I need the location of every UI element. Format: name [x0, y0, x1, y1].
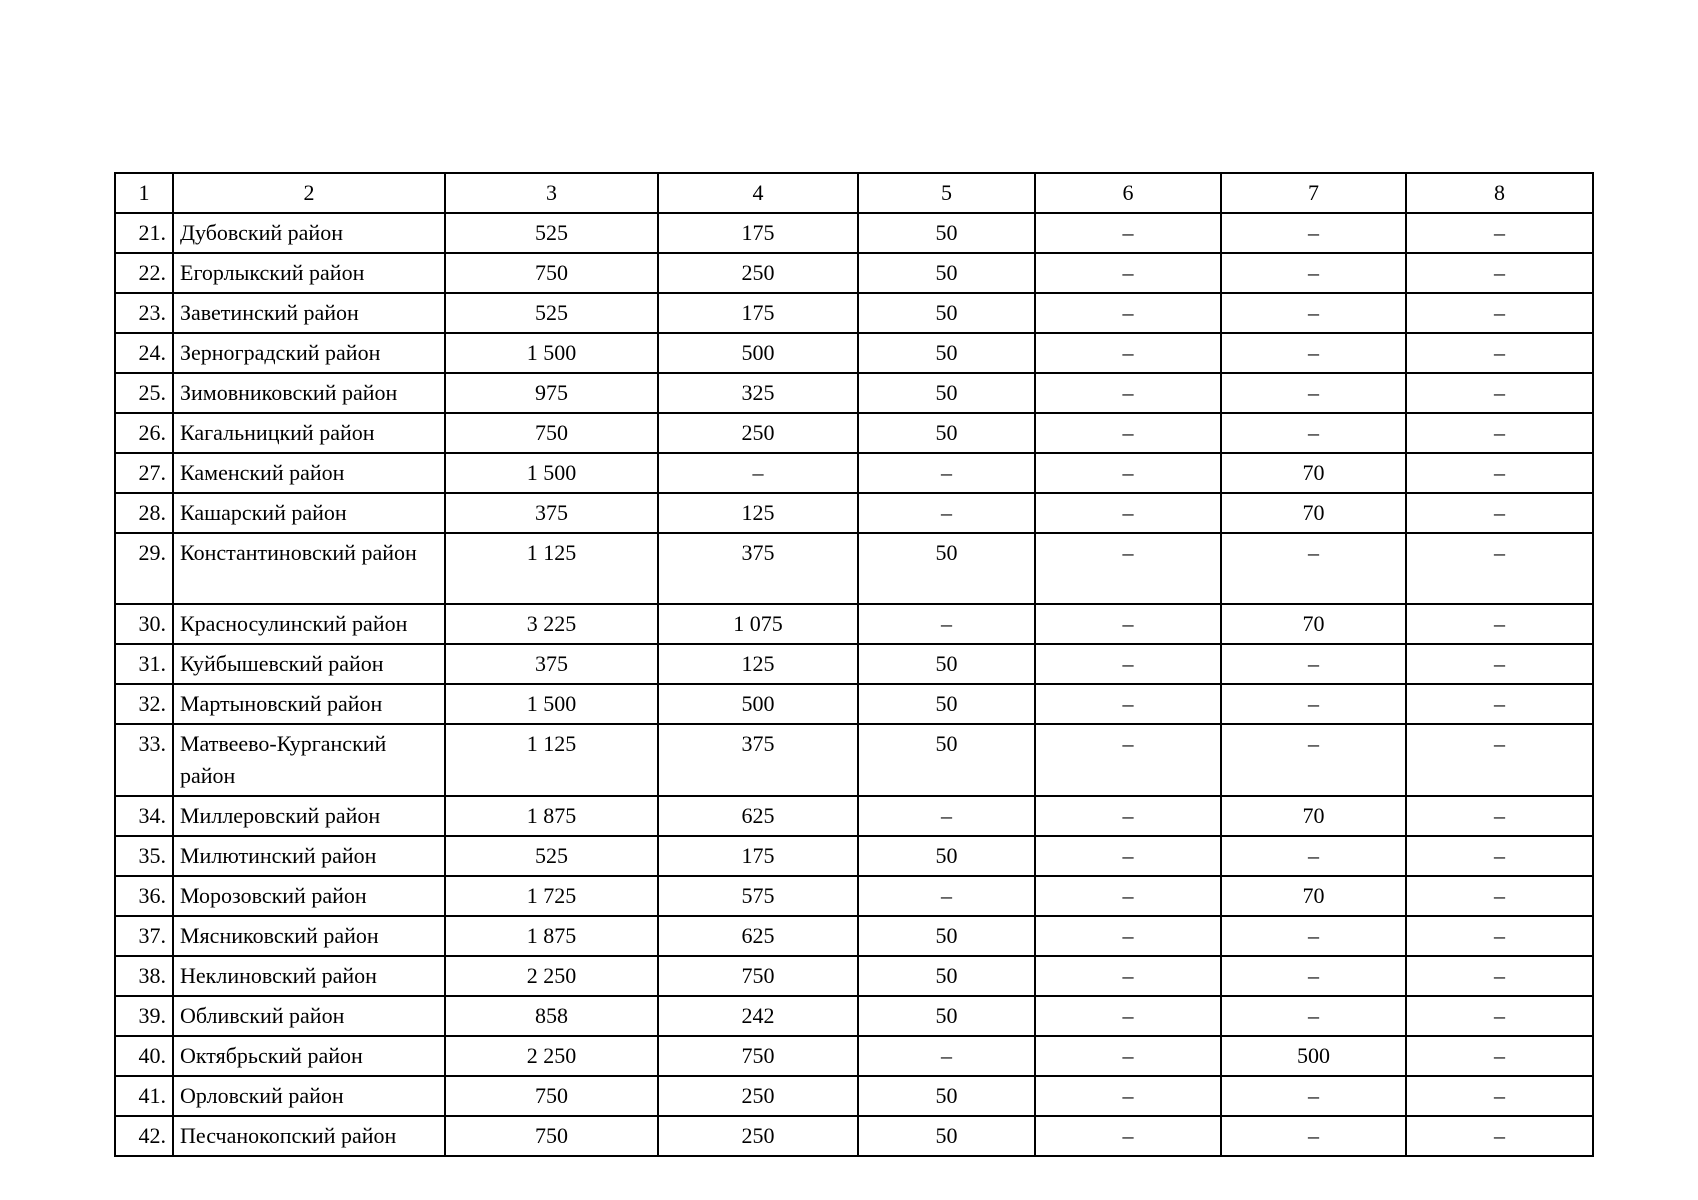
value-cell-col-6: –: [1035, 1116, 1221, 1156]
value-cell-col-5: 50: [858, 916, 1035, 956]
table-row: [115, 724, 1593, 796]
value-cell-col-8: –: [1406, 213, 1593, 253]
value-cell-col-7: –: [1221, 916, 1406, 956]
value-cell-col-6: –: [1035, 1036, 1221, 1076]
value-cell-col-8: –: [1406, 836, 1593, 876]
row-number-cell: 38.: [115, 956, 173, 996]
table-row: [115, 333, 1593, 373]
value-cell-col-3: 1 125: [445, 724, 658, 796]
value-cell-col-5: –: [858, 876, 1035, 916]
value-cell-col-8: –: [1406, 876, 1593, 916]
table-row: [115, 1076, 1593, 1116]
value-cell-col-7: –: [1221, 213, 1406, 253]
value-cell-col-4: 175: [658, 836, 858, 876]
row-number-cell: 25.: [115, 373, 173, 413]
value-cell-col-8: –: [1406, 996, 1593, 1036]
value-cell-col-3: 1 500: [445, 333, 658, 373]
value-cell-col-4: 750: [658, 1036, 858, 1076]
table-row: [115, 604, 1593, 644]
column-number: 7: [1221, 173, 1406, 213]
district-name-cell: Каменский район: [173, 453, 445, 493]
row-number-cell: 30.: [115, 604, 173, 644]
row-number-cell: 33.: [115, 724, 173, 796]
value-cell-col-4: 242: [658, 996, 858, 1036]
value-cell-col-7: –: [1221, 684, 1406, 724]
allocation-table: [114, 172, 1594, 1157]
row-number-cell: 32.: [115, 684, 173, 724]
row-number-cell: 36.: [115, 876, 173, 916]
value-cell-col-8: –: [1406, 644, 1593, 684]
value-cell-col-6: –: [1035, 413, 1221, 453]
value-cell-col-5: 50: [858, 373, 1035, 413]
table-row: [115, 293, 1593, 333]
value-cell-col-7: –: [1221, 413, 1406, 453]
column-number: 4: [658, 173, 858, 213]
value-cell-col-8: –: [1406, 796, 1593, 836]
value-cell-col-5: –: [858, 1036, 1035, 1076]
value-cell-col-5: 50: [858, 1076, 1035, 1116]
value-cell-col-6: –: [1035, 493, 1221, 533]
district-name-cell: Неклиновский район: [173, 956, 445, 996]
table-row: [115, 836, 1593, 876]
column-number: 2: [173, 173, 445, 213]
value-cell-col-3: 525: [445, 293, 658, 333]
value-cell-col-6: –: [1035, 333, 1221, 373]
value-cell-col-4: 500: [658, 333, 858, 373]
table-row: [115, 956, 1593, 996]
value-cell-col-5: 50: [858, 956, 1035, 996]
table-row: [115, 996, 1593, 1036]
district-name-cell: Обливский район: [173, 996, 445, 1036]
row-number-cell: 35.: [115, 836, 173, 876]
value-cell-col-7: –: [1221, 1076, 1406, 1116]
value-cell-col-5: 50: [858, 413, 1035, 453]
value-cell-col-6: –: [1035, 876, 1221, 916]
value-cell-col-5: 50: [858, 293, 1035, 333]
value-cell-col-5: 50: [858, 996, 1035, 1036]
row-number-cell: 39.: [115, 996, 173, 1036]
table-row: [115, 684, 1593, 724]
value-cell-col-4: 250: [658, 253, 858, 293]
value-cell-col-4: 125: [658, 493, 858, 533]
value-cell-col-5: 50: [858, 333, 1035, 373]
value-cell-col-6: –: [1035, 916, 1221, 956]
value-cell-col-6: –: [1035, 684, 1221, 724]
district-name-cell: Морозовский район: [173, 876, 445, 916]
table-row: [115, 644, 1593, 684]
value-cell-col-7: 70: [1221, 796, 1406, 836]
district-name-cell: Мартыновский район: [173, 684, 445, 724]
row-number-cell: 27.: [115, 453, 173, 493]
value-cell-col-7: –: [1221, 724, 1406, 796]
value-cell-col-7: 70: [1221, 876, 1406, 916]
column-number-row: [115, 173, 1593, 213]
value-cell-col-8: –: [1406, 493, 1593, 533]
table-row: [115, 876, 1593, 916]
table-row: [115, 373, 1593, 413]
value-cell-col-3: 750: [445, 413, 658, 453]
row-number-cell: 37.: [115, 916, 173, 956]
value-cell-col-3: 375: [445, 493, 658, 533]
value-cell-col-4: 625: [658, 916, 858, 956]
value-cell-col-7: –: [1221, 533, 1406, 604]
table-row: [115, 413, 1593, 453]
value-cell-col-8: –: [1406, 253, 1593, 293]
column-number: 3: [445, 173, 658, 213]
value-cell-col-6: –: [1035, 1076, 1221, 1116]
value-cell-col-8: –: [1406, 533, 1593, 604]
value-cell-col-4: 175: [658, 213, 858, 253]
row-number-cell: 21.: [115, 213, 173, 253]
value-cell-col-7: –: [1221, 836, 1406, 876]
value-cell-col-3: 975: [445, 373, 658, 413]
district-name-cell: Дубовский район: [173, 213, 445, 253]
value-cell-col-8: –: [1406, 956, 1593, 996]
value-cell-col-6: –: [1035, 796, 1221, 836]
value-cell-col-7: –: [1221, 333, 1406, 373]
value-cell-col-8: –: [1406, 684, 1593, 724]
district-name-cell: Орловский район: [173, 1076, 445, 1116]
district-name-cell: Октябрьский район: [173, 1036, 445, 1076]
value-cell-col-7: –: [1221, 644, 1406, 684]
value-cell-col-7: 70: [1221, 604, 1406, 644]
district-name-cell: Зимовниковский район: [173, 373, 445, 413]
table-row: [115, 796, 1593, 836]
row-number-cell: 22.: [115, 253, 173, 293]
row-number-cell: 28.: [115, 493, 173, 533]
row-number-cell: 40.: [115, 1036, 173, 1076]
table-row: [115, 916, 1593, 956]
district-name-cell: Красносулинский район: [173, 604, 445, 644]
value-cell-col-6: –: [1035, 836, 1221, 876]
value-cell-col-3: 1 500: [445, 684, 658, 724]
value-cell-col-5: 50: [858, 724, 1035, 796]
value-cell-col-3: 750: [445, 1076, 658, 1116]
value-cell-col-3: 1 875: [445, 796, 658, 836]
table-row: [115, 253, 1593, 293]
value-cell-col-4: 575: [658, 876, 858, 916]
district-name-cell: Мясниковский район: [173, 916, 445, 956]
value-cell-col-8: –: [1406, 413, 1593, 453]
value-cell-col-3: 375: [445, 644, 658, 684]
value-cell-col-5: 50: [858, 644, 1035, 684]
value-cell-col-5: –: [858, 453, 1035, 493]
value-cell-col-7: –: [1221, 253, 1406, 293]
value-cell-col-7: –: [1221, 373, 1406, 413]
row-number-cell: 23.: [115, 293, 173, 333]
value-cell-col-3: 1 875: [445, 916, 658, 956]
district-name-cell: Зерноградский район: [173, 333, 445, 373]
value-cell-col-8: –: [1406, 1076, 1593, 1116]
district-name-cell: Егорлыкский район: [173, 253, 445, 293]
value-cell-col-8: –: [1406, 373, 1593, 413]
row-number-cell: 26.: [115, 413, 173, 453]
value-cell-col-7: –: [1221, 956, 1406, 996]
column-number: 5: [858, 173, 1035, 213]
value-cell-col-4: 250: [658, 1076, 858, 1116]
value-cell-col-3: 1 125: [445, 533, 658, 604]
value-cell-col-4: –: [658, 453, 858, 493]
district-name-cell: Куйбышевский район: [173, 644, 445, 684]
value-cell-col-6: –: [1035, 996, 1221, 1036]
value-cell-col-5: 50: [858, 684, 1035, 724]
row-number-cell: 42.: [115, 1116, 173, 1156]
value-cell-col-5: –: [858, 796, 1035, 836]
value-cell-col-4: 250: [658, 1116, 858, 1156]
district-name-cell: Константиновский район: [173, 533, 445, 604]
row-number-cell: 41.: [115, 1076, 173, 1116]
value-cell-col-6: –: [1035, 213, 1221, 253]
table-row: [115, 493, 1593, 533]
column-number: 6: [1035, 173, 1221, 213]
value-cell-col-5: 50: [858, 836, 1035, 876]
value-cell-col-5: 50: [858, 1116, 1035, 1156]
value-cell-col-5: –: [858, 493, 1035, 533]
district-name-cell: Заветинский район: [173, 293, 445, 333]
value-cell-col-4: 625: [658, 796, 858, 836]
value-cell-col-4: 375: [658, 533, 858, 604]
value-cell-col-3: 525: [445, 213, 658, 253]
value-cell-col-8: –: [1406, 604, 1593, 644]
value-cell-col-6: –: [1035, 724, 1221, 796]
district-name-cell: Миллеровский район: [173, 796, 445, 836]
value-cell-col-4: 375: [658, 724, 858, 796]
value-cell-col-7: 70: [1221, 453, 1406, 493]
value-cell-col-8: –: [1406, 1116, 1593, 1156]
district-name-cell: Песчанокопский район: [173, 1116, 445, 1156]
value-cell-col-5: 50: [858, 213, 1035, 253]
value-cell-col-7: –: [1221, 996, 1406, 1036]
value-cell-col-3: 525: [445, 836, 658, 876]
value-cell-col-8: –: [1406, 1036, 1593, 1076]
value-cell-col-3: 1 725: [445, 876, 658, 916]
row-number-cell: 29.: [115, 533, 173, 604]
value-cell-col-4: 500: [658, 684, 858, 724]
row-number-cell: 34.: [115, 796, 173, 836]
value-cell-col-5: 50: [858, 253, 1035, 293]
value-cell-col-7: 70: [1221, 493, 1406, 533]
district-name-cell: Матвеево-Курганский район: [173, 724, 445, 796]
value-cell-col-6: –: [1035, 293, 1221, 333]
value-cell-col-5: 50: [858, 533, 1035, 604]
value-cell-col-3: 750: [445, 253, 658, 293]
value-cell-col-3: 750: [445, 1116, 658, 1156]
table-row: [115, 453, 1593, 493]
value-cell-col-8: –: [1406, 916, 1593, 956]
value-cell-col-3: 2 250: [445, 956, 658, 996]
value-cell-col-5: –: [858, 604, 1035, 644]
value-cell-col-3: 3 225: [445, 604, 658, 644]
value-cell-col-4: 750: [658, 956, 858, 996]
column-number: 8: [1406, 173, 1593, 213]
value-cell-col-4: 325: [658, 373, 858, 413]
value-cell-col-4: 250: [658, 413, 858, 453]
district-name-cell: Кагальницкий район: [173, 413, 445, 453]
value-cell-col-8: –: [1406, 724, 1593, 796]
row-number-cell: 24.: [115, 333, 173, 373]
table-row: [115, 533, 1593, 604]
district-name-cell: Милютинский район: [173, 836, 445, 876]
value-cell-col-3: 2 250: [445, 1036, 658, 1076]
district-name-cell: Кашарский район: [173, 493, 445, 533]
value-cell-col-6: –: [1035, 956, 1221, 996]
value-cell-col-6: –: [1035, 644, 1221, 684]
table-row: [115, 1116, 1593, 1156]
value-cell-col-8: –: [1406, 453, 1593, 493]
value-cell-col-6: –: [1035, 533, 1221, 604]
value-cell-col-4: 175: [658, 293, 858, 333]
value-cell-col-7: –: [1221, 293, 1406, 333]
row-number-cell: 31.: [115, 644, 173, 684]
column-number: 1: [115, 173, 173, 213]
value-cell-col-6: –: [1035, 373, 1221, 413]
value-cell-col-3: 858: [445, 996, 658, 1036]
value-cell-col-6: –: [1035, 453, 1221, 493]
table-row: [115, 1036, 1593, 1076]
value-cell-col-7: –: [1221, 1116, 1406, 1156]
value-cell-col-3: 1 500: [445, 453, 658, 493]
value-cell-col-7: 500: [1221, 1036, 1406, 1076]
value-cell-col-4: 1 075: [658, 604, 858, 644]
value-cell-col-8: –: [1406, 293, 1593, 333]
table-row: [115, 213, 1593, 253]
value-cell-col-8: –: [1406, 333, 1593, 373]
value-cell-col-4: 125: [658, 644, 858, 684]
value-cell-col-6: –: [1035, 604, 1221, 644]
value-cell-col-6: –: [1035, 253, 1221, 293]
